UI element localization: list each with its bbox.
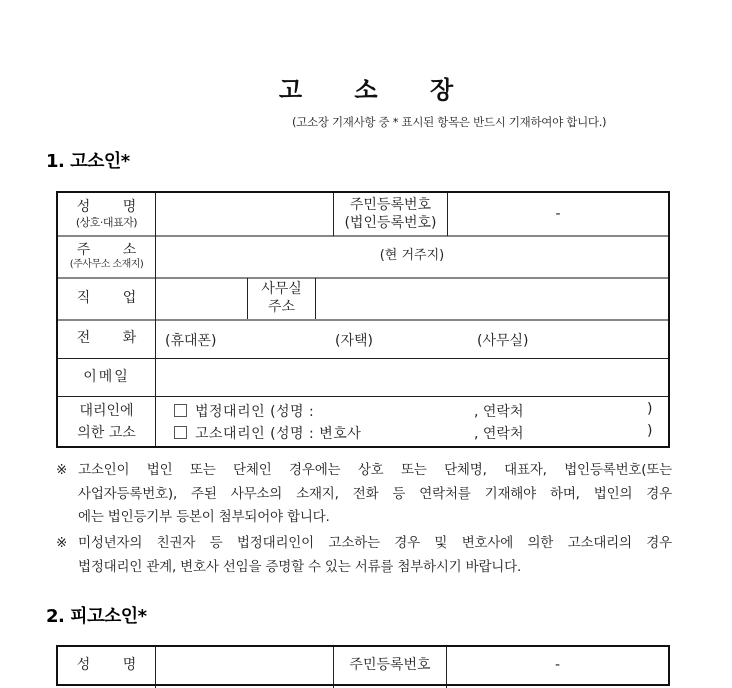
office-address-field[interactable] [316,278,668,319]
document-subtitle: (고소장 기재사항 중 * 표시된 항목은 반드시 기재하여야 합니다.) [292,115,607,129]
checkbox-attorney[interactable] [174,426,187,439]
job-field[interactable] [156,278,247,319]
accused-rrn-field[interactable]: - [554,656,561,673]
label-address: 주 소 (주사무소 소재지) [69,241,151,270]
agent-legal-contact-label: , 연락처 [474,404,524,420]
agent-option-legal[interactable]: 법정대리인 (성명 : [174,401,314,421]
phone-home-field[interactable]: (자택) [335,333,373,349]
note-corporate-complainant: ※ 고소인이 법인 또는 단체인 경우에는 상호 또는 단체명, 대표자, 법인등록번호(또는 사업자등록번호), 주된 사무소의 소재지, 전화 등 연락처를 기재해야 하며, 법인의 경우 에는 법인등기부 등본이 첨부되어야 합니다. [56,462,672,525]
agent-attorney-close: ) [647,423,653,439]
title-char: 장 [429,76,454,104]
title-char: 고 [278,76,303,104]
agent-attorney-contact-label: , 연락처 [474,426,524,442]
accused-name-field[interactable] [156,647,333,684]
rrn-field[interactable]: - [555,205,561,222]
document-title [0,70,732,105]
label-rrn: 주민등록번호 (법인등록번호) [344,197,437,231]
agent-legal-close: ) [647,401,653,417]
accused-table [56,645,670,686]
complainant-table [56,191,670,448]
label-accused-rrn: 주민등록번호 [349,656,431,673]
note-legal-representative: ※ 미성년자의 친권자 등 법정대리인이 고소하는 경우 및 변호사에 의한 고소대리의 경우 법정대리인 관계, 변호사 선임을 증명할 수 있는 서류를 첨부하시기 바랍니다. [56,535,672,575]
section-heading-complainant: 1. 고소인* [46,151,130,172]
label-accused-name: 성 명 [76,656,151,673]
label-office-address: 사무실 주소 [261,281,302,315]
phone-mobile-field[interactable]: (휴대폰) [165,333,217,349]
email-field[interactable] [156,359,668,396]
label-name: 성 명 (상호·대표자) [75,198,151,230]
label-agent: 대리인에 의한 고소 [77,402,136,441]
title-char: 소 [354,76,378,104]
name-field[interactable] [156,193,333,236]
agent-option-attorney[interactable]: 고소대리인 (성명 : 변호사 [174,423,361,443]
address-field[interactable]: (현 거주지) [379,248,445,264]
label-email: 이메일 [83,368,130,385]
label-phone: 전 화 [76,330,151,347]
section-heading-accused: 2. 피고소인* [46,606,147,627]
phone-office-field[interactable]: (사무실) [477,333,529,349]
checkbox-legal-representative[interactable] [174,404,187,417]
label-job: 직 업 [76,289,151,306]
